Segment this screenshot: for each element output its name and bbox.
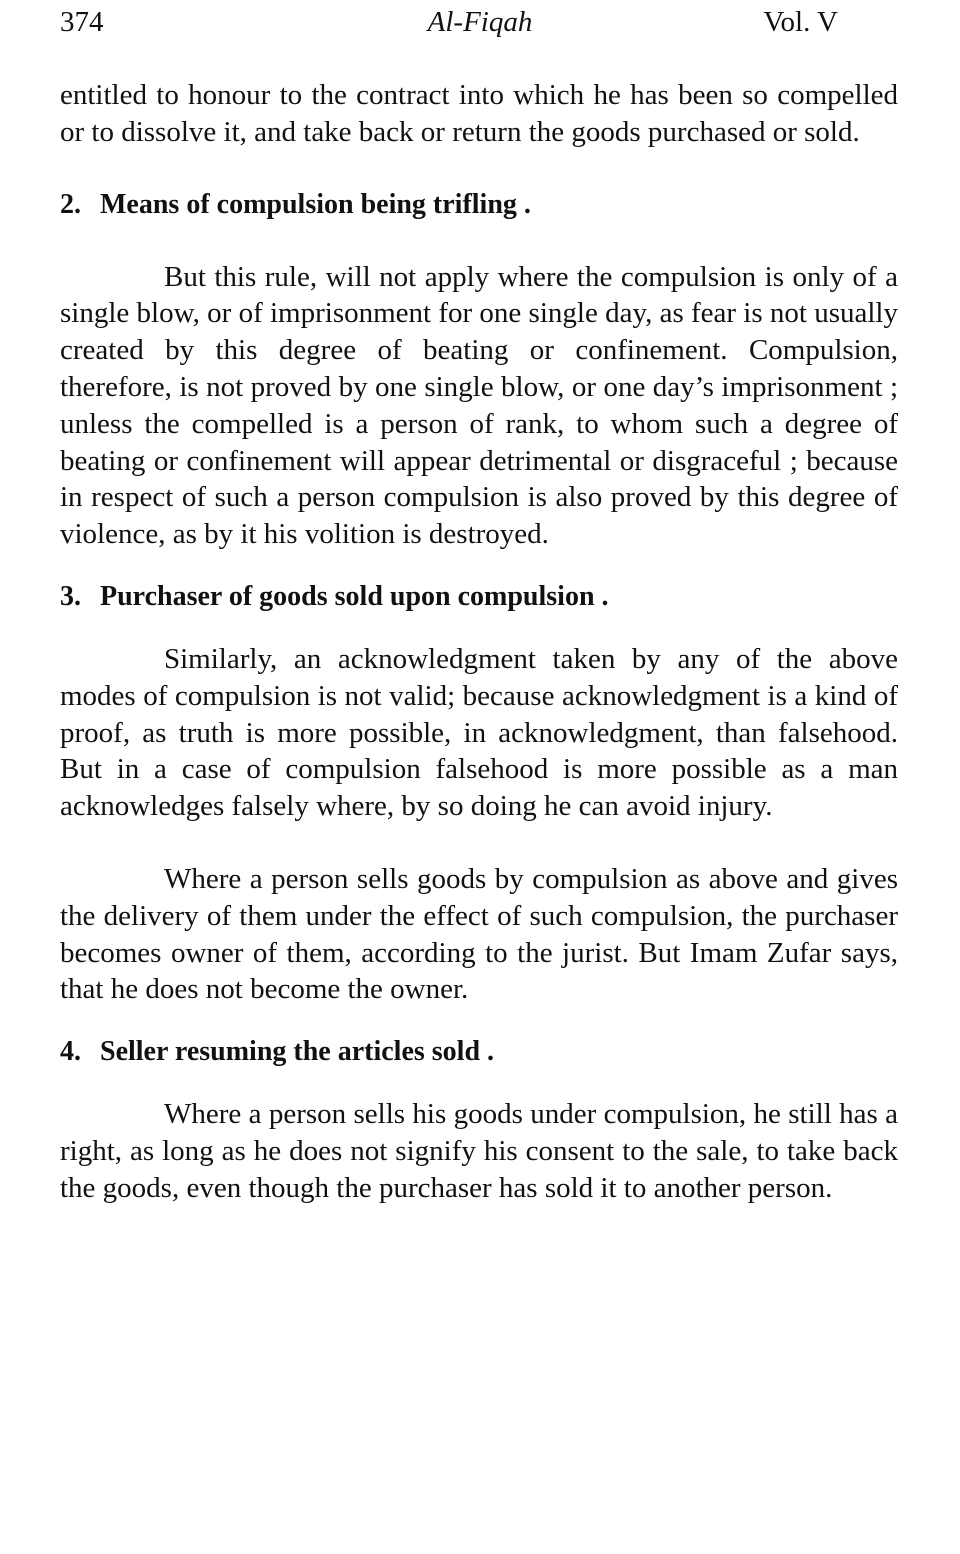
- paragraph: But this rule, will not apply where the compulsion is only of a single blow, or of imprisonment for one single day, as fear is not usually created by this degree of beating or confinement. Compulsion, therefore, is not proved by one single blow, or one day’s imprisonment ; unless the compelled is a person of rank, to whom such a degree of beating or confinement will appear detrimental or disgraceful ; because in respect of such a person compulsion is also proved by this degree of violence, as by it his volition is destroyed.: [60, 260, 898, 551]
- paragraph: Similarly, an acknowledgment taken by any of the above modes of compulsion is not valid; because acknowledgment is a kind of proof, as truth is more possible, in acknowledgment, than falsehood. But in a case of compulsion falsehood is more possible as a man acknowledges falsely where, by so doing he can avoid injury.: [60, 642, 898, 823]
- volume-label: Vol. V: [763, 6, 838, 38]
- section-heading-2: [60, 187, 898, 223]
- section-number: 4.: [60, 1036, 81, 1068]
- section-number: 3.: [60, 580, 81, 612]
- page-number: 374: [60, 6, 104, 38]
- section-title: Means of compulsion being trifling .: [100, 188, 531, 220]
- section-heading-4: [60, 1034, 898, 1070]
- section-title: Seller resuming the articles sold .: [100, 1036, 495, 1068]
- body-text: [60, 77, 898, 1207]
- book-title: Al-Fiqah: [427, 6, 533, 38]
- paragraph: Where a person sells his goods under compulsion, he still has a right, as long as he does not signify his consent to the sale, to take back the goods, even though the purchaser has sold it to another person.: [60, 1098, 898, 1204]
- section-title: Purchaser of goods sold upon compulsion .: [100, 580, 609, 612]
- paragraph: Where a person sells goods by compulsion as above and gives the delivery of them under the effect of such compulsion, the purchaser becomes owner of them, according to the jurist. But Imam Zufar says, that he does not become the owner.: [60, 862, 898, 1006]
- running-header: [60, 4, 900, 44]
- section-number: 2.: [60, 188, 81, 220]
- continuation-paragraph: entitled to honour to the contract into which he has been so compelled or to dissolve it, and take back or return the goods purchased or sold.: [60, 79, 898, 148]
- section-heading-3: [60, 579, 898, 615]
